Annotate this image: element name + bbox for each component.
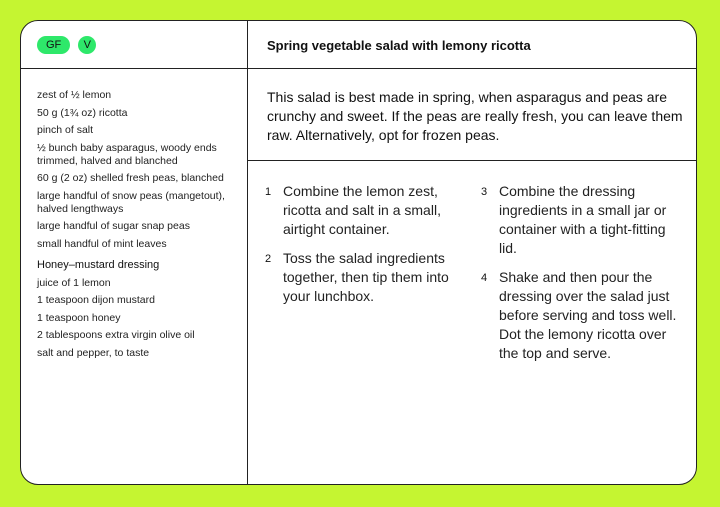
dressing-item: 1 teaspoon honey: [37, 311, 121, 324]
ingredient-item: 50 g (1¾ oz) ricotta: [37, 106, 128, 119]
step-number: 2: [265, 253, 272, 265]
ingredient-item: 60 g (2 oz) shelled fresh peas, blanched: [37, 172, 224, 184]
method-column-right: [481, 182, 681, 373]
header-divider: [21, 68, 696, 69]
dressing-item: salt and pepper, to taste: [37, 346, 150, 359]
ingredient-item: pinch of salt: [37, 124, 94, 136]
ingredient-item: large handful of sugar snap peas: [37, 220, 190, 232]
ingredient-item: large handful of snow peas (mangetout), halved lengthways: [37, 189, 225, 215]
gluten-free-badge: GF: [37, 36, 70, 54]
intro-divider: [247, 160, 696, 161]
step-text: Combine the dressing ingredients in a small jar or container with a tight-fitting lid.: [499, 183, 667, 256]
dressing-item: juice of 1 lemon: [37, 276, 111, 289]
method-step: [265, 182, 465, 239]
step-text: Toss the salad ingredients together, then tip them into your lunchbox.: [283, 250, 449, 304]
vegetarian-badge: V: [78, 36, 96, 54]
step-number: 4: [481, 272, 488, 284]
ingredients-list: [37, 89, 237, 364]
step-text: Shake and then pour the dressing over the salad just before serving and toss well. Dot the lemony ricotta over the top and serve.: [499, 269, 677, 361]
method-step: [481, 268, 681, 363]
step-number: 1: [265, 186, 272, 198]
dressing-heading: Honey–mustard dressing: [37, 258, 160, 271]
method-step: [265, 249, 465, 306]
recipe-title: Spring vegetable salad with lemony ricotta: [267, 38, 531, 53]
ingredient-item: small handful of mint leaves: [37, 237, 167, 250]
step-text: Combine the lemon zest, ricotta and salt in a small, airtight container.: [283, 183, 441, 237]
dressing-item: 1 teaspoon dijon mustard: [37, 294, 155, 306]
step-number: 3: [481, 186, 488, 198]
intro-paragraph: This salad is best made in spring, when asparagus and peas are crunchy and sweet. If the peas are really fresh, you can leave them raw. Alternatively, opt for frozen peas.: [267, 89, 683, 143]
dressing-item: 2 tablespoons extra virgin olive oil: [37, 329, 195, 341]
method-step: [481, 182, 681, 258]
recipe-card: [20, 20, 697, 485]
column-divider: [247, 21, 248, 484]
ingredient-item: ½ bunch baby asparagus, woody ends trimmed, halved and blanched: [37, 141, 217, 167]
method-column-left: [265, 182, 465, 316]
ingredient-item: zest of ½ lemon: [37, 89, 112, 101]
diet-badges: [37, 36, 96, 54]
